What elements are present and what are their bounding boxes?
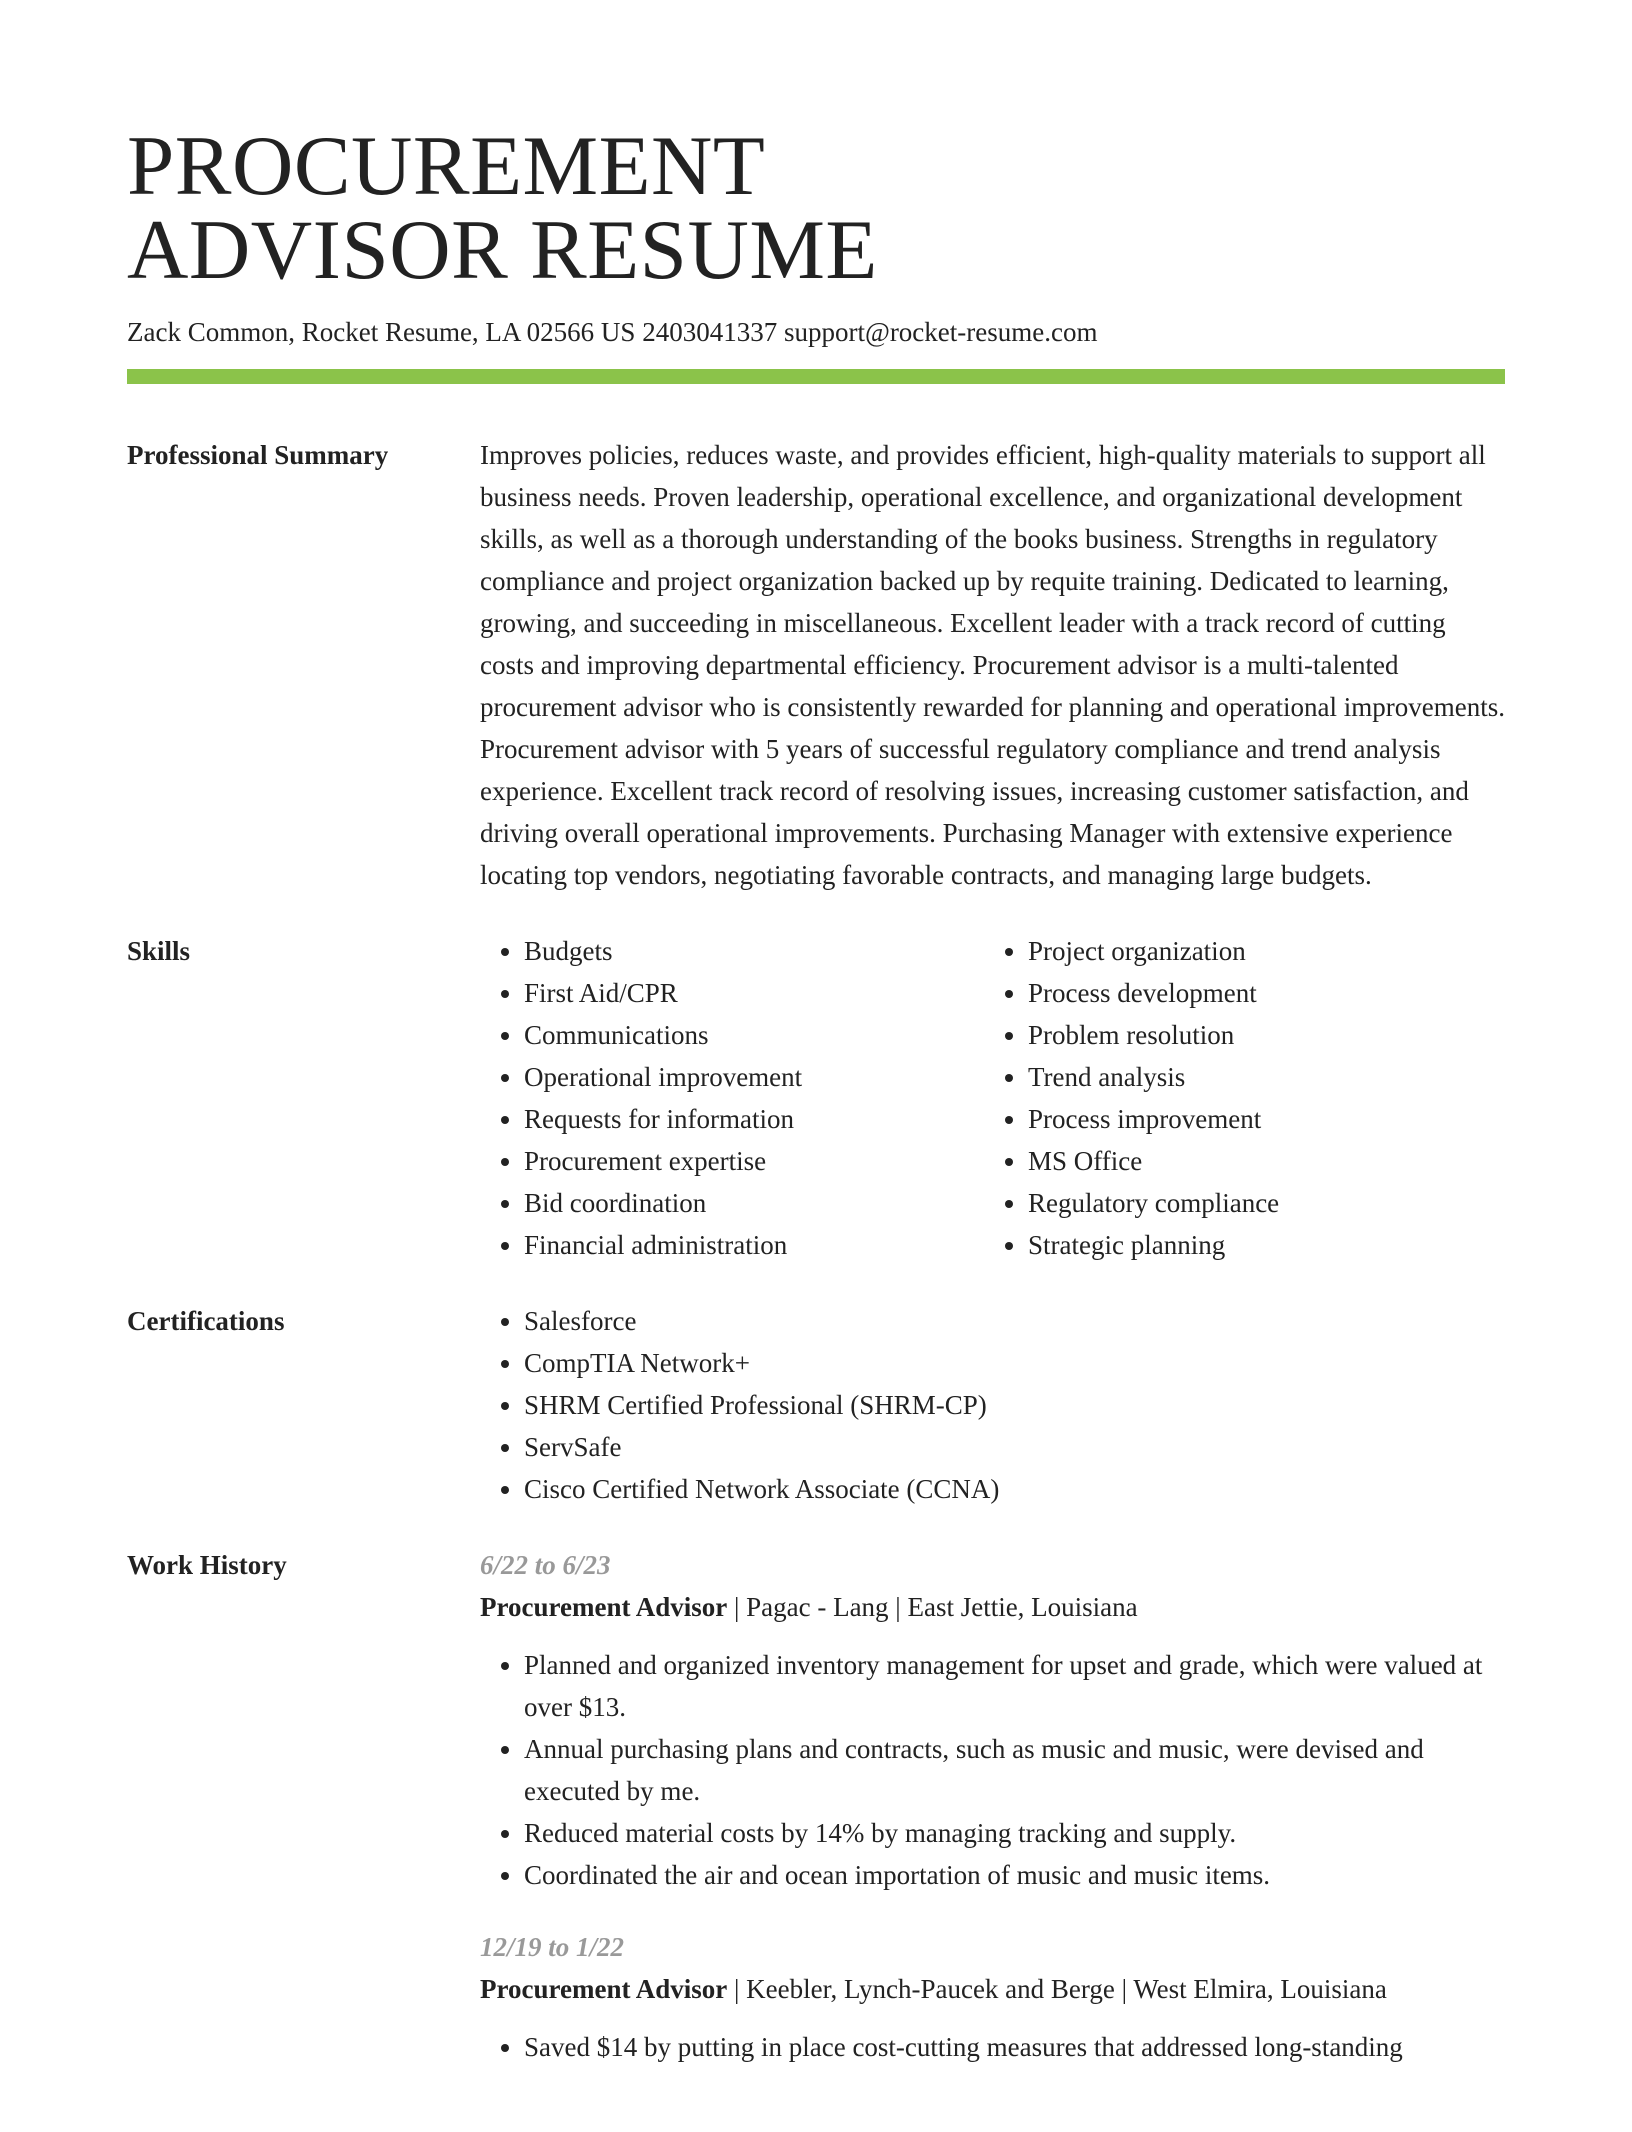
skills-section [127,930,1505,1266]
skill-item: • Financial administration [524,1224,984,1266]
work-history-section [127,1544,1505,2098]
work-history-body [480,1544,1505,2098]
job-bullets [480,2026,1505,2068]
resume-title [127,0,1505,297]
certification-item: • SHRM Certified Professional (SHRM-CP) [524,1384,1505,1426]
skills-body [480,930,1505,1266]
skill-item: • MS Office [1028,1140,1279,1182]
skill-item: • Project organization [1028,930,1279,972]
job-dates: 6/22 to 6/23 [480,1550,611,1580]
job-bullet: • Saved $14 by putting in place cost-cutting measures that addressed long-standing [524,2026,1505,2068]
certification-item: • Salesforce [524,1300,1505,1342]
skill-item: • Operational improvement [524,1056,984,1098]
skill-item: • Process development [1028,972,1279,1014]
skill-item: • Trend analysis [1028,1056,1279,1098]
skills-heading: Skills [127,936,191,966]
job-heading [480,1968,1505,2010]
job-bullet: • Coordinated the air and ocean importation of music and music items. [524,1854,1505,1896]
job-bullet: • Planned and organized inventory management for upset and grade, which were valued at over $13. [524,1644,1505,1728]
skills-list-left [480,930,984,1266]
summary-section [127,434,1505,896]
job-details: | Pagac - Lang | East Jettie, Louisiana [727,1592,1138,1622]
title-line-1: PROCUREMENT [127,119,766,213]
skill-item: • Regulatory compliance [1028,1182,1279,1224]
summary-body [480,434,1505,896]
certifications-section [127,1300,1505,1510]
certifications-list [480,1300,1505,1510]
skill-item: • Procurement expertise [524,1140,984,1182]
job-dates: 12/19 to 1/22 [480,1932,625,1962]
certification-item: • Cisco Certified Network Associate (CCNA) [524,1468,1505,1510]
job-bullet: • Annual purchasing plans and contracts, such as music and music, were devised and executed by me. [524,1728,1505,1812]
certifications-heading: Certifications [127,1306,285,1336]
skills-list-right [984,930,1279,1266]
title-line-2: ADVISOR RESUME [127,203,878,297]
resume-page [127,0,1505,2132]
summary-text: Improves policies, reduces waste, and provides efficient, high-quality materials to support all business needs. Proven leadership, operational excellence, and organizational development skills, as well as a thorough understanding of the books business. Strengths in regulatory compliance and project organization backed up by requite training. Dedicated to learning, growing, and succeeding in miscellaneous. Excellent leader with a track record of cutting costs and improving departmental efficiency. Procurement advisor is a multi-talented procurement advisor who is consistently rewarded for planning and operational improvements. Procurement advisor with 5 years of successful regulatory compliance and trend analysis experience. Excellent track record of resolving issues, increasing customer satisfaction, and driving overall operational improvements. Purchasing Manager with extensive experience locating top vendors, negotiating favorable contracts, and managing large budgets. [480,440,1505,890]
summary-heading: Professional Summary [127,440,389,470]
work-history-heading: Work History [127,1550,287,1580]
job-bullets [480,1644,1505,1896]
certification-item: • CompTIA Network+ [524,1342,1505,1384]
certification-item: • ServSafe [524,1426,1505,1468]
job-details: | Keebler, Lynch-Paucek and Berge | West Elmira, Louisiana [727,1974,1387,2004]
job-heading [480,1586,1505,1628]
skill-item: • Budgets [524,930,984,972]
skill-item: • Requests for information [524,1098,984,1140]
job-title: Procurement Advisor [480,1592,728,1622]
skill-item: • Bid coordination [524,1182,984,1224]
skill-item: • Communications [524,1014,984,1056]
job-entry [480,1544,1505,1896]
contact-info: Zack Common, Rocket Resume, LA 02566 US 2403041337 support@rocket-resume.com [127,317,1098,347]
certifications-body [480,1300,1505,1510]
skill-item: • Process improvement [1028,1098,1279,1140]
job-bullet: • Reduced material costs by 14% by managing tracking and supply. [524,1812,1505,1854]
skills-columns [480,930,1505,1266]
skill-item: • Strategic planning [1028,1224,1279,1266]
job-entry [480,1926,1505,2068]
skill-item: • Problem resolution [1028,1014,1279,1056]
accent-divider [127,369,1505,384]
job-title: Procurement Advisor [480,1974,728,2004]
resume-sections [127,434,1505,2098]
skill-item: • First Aid/CPR [524,972,984,1014]
